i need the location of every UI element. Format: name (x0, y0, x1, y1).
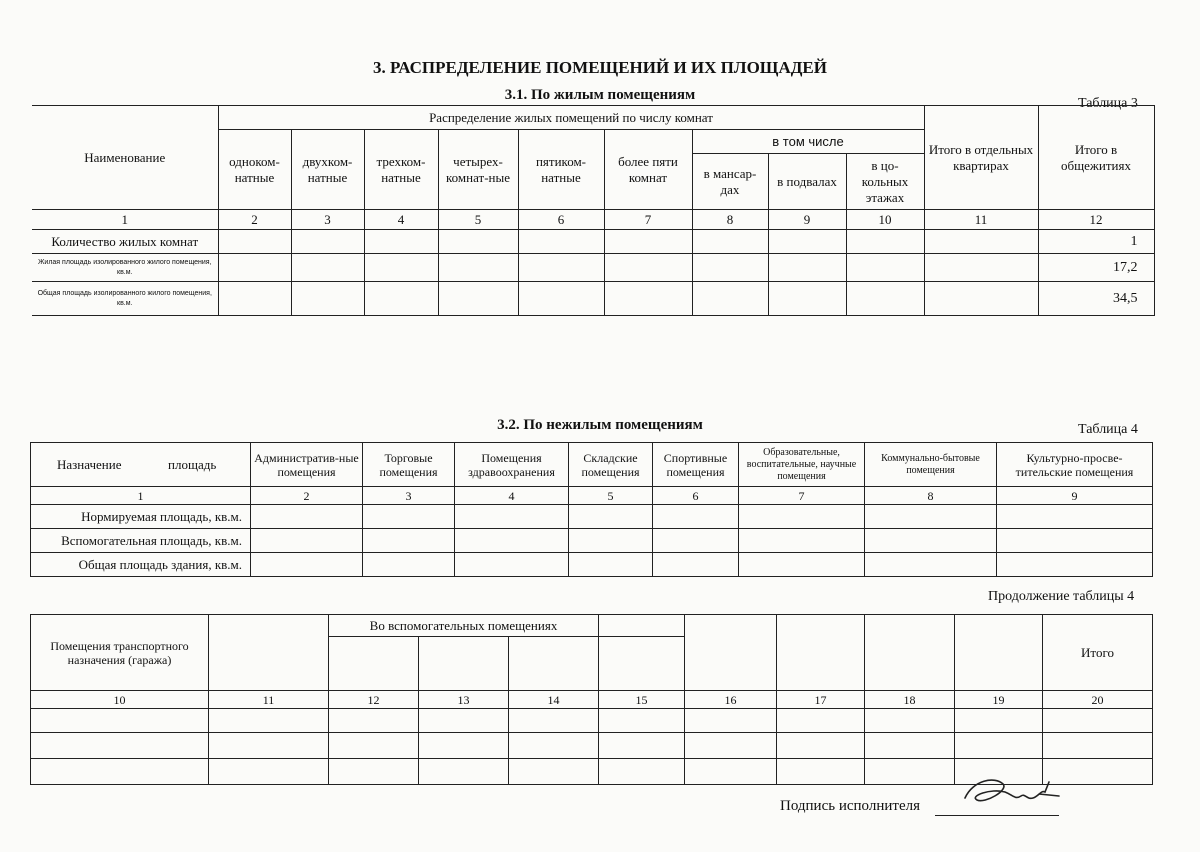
col-num: 7 (604, 210, 692, 230)
header-administrative: Административ-ные помещения (251, 443, 363, 487)
row-label: Общая площадь изолированного жилого помещения, кв.м. (32, 282, 218, 316)
header-sports: Спортивные помещения (653, 443, 739, 487)
table-row (32, 230, 1154, 254)
col-num: 11 (209, 691, 329, 709)
col-num: 1 (32, 210, 218, 230)
signature-label: Подпись исполнителя (780, 798, 920, 814)
col-num: 6 (653, 487, 739, 505)
header-name: Наименование (32, 106, 218, 210)
col-num: 5 (569, 487, 653, 505)
col-num: 4 (455, 487, 569, 505)
header-cultural: Культурно-просве-тительские помещения (997, 443, 1153, 487)
header-ground-floors: в цо-кольных этажах (846, 154, 924, 210)
cell-value: 34,5 (1038, 282, 1154, 316)
column-numbers-row (31, 691, 1153, 709)
table-row (32, 254, 1154, 282)
header-education: Образовательные, воспитательные, научные помещения (739, 443, 865, 487)
col-num: 3 (363, 487, 455, 505)
col-num: 12 (1038, 210, 1154, 230)
col-num: 4 (364, 210, 438, 230)
col-num: 8 (865, 487, 997, 505)
header-room-distribution: Распределение жилых помещений по числу комнат (218, 106, 924, 130)
header-basements: в подвалах (768, 154, 846, 210)
header-storage: Складские помещения (569, 443, 653, 487)
header-healthcare: Помещения здравоохранения (455, 443, 569, 487)
cell-value: 17,2 (1038, 254, 1154, 282)
header-more-than-five: более пяти комнат (604, 130, 692, 210)
header-total-dormitories: Итого в общежитиях (1038, 106, 1154, 210)
col-num: 10 (31, 691, 209, 709)
col-num: 8 (692, 210, 768, 230)
row-label: Вспомогательная площадь, кв.м. (31, 529, 251, 553)
header-communal: Коммунально-бытовые помещения (865, 443, 997, 487)
row-label: Нормируемая площадь, кв.м. (31, 505, 251, 529)
header-five-room: пятиком-натные (518, 130, 604, 210)
header-including: в том числе (692, 130, 924, 154)
nonresidential-table (30, 442, 1153, 577)
col-num: 3 (291, 210, 364, 230)
table-row (31, 733, 1153, 759)
continuation-label: Продолжение таблицы 4 (988, 589, 1135, 604)
header-total-apartments: Итого в отдельных квартирах (924, 106, 1038, 210)
continuation-table (30, 614, 1153, 785)
col-num: 2 (251, 487, 363, 505)
table-row (31, 529, 1153, 553)
col-num: 10 (846, 210, 924, 230)
header-two-room: двухком-натные (291, 130, 364, 210)
column-numbers-row (31, 487, 1153, 505)
header-one-room: однoком-натные (218, 130, 291, 210)
table-3-label: Таблица 3 (1078, 96, 1138, 111)
col-num: 17 (777, 691, 865, 709)
row-label: Общая площадь здания, кв.м. (31, 553, 251, 577)
row-label: Количество жилых комнат (32, 230, 218, 254)
row-label: Жилая площадь изолированного жилого помещения, кв.м. (32, 254, 218, 282)
table-4-label: Таблица 4 (1078, 422, 1138, 437)
col-num: 20 (1043, 691, 1153, 709)
cell-value: 1 (1038, 230, 1154, 254)
col-num: 9 (768, 210, 846, 230)
page-title: 3. РАСПРЕДЕЛЕНИЕ ПОМЕЩЕНИЙ И ИХ ПЛОЩАДЕЙ (372, 58, 827, 77)
column-numbers-row (32, 210, 1154, 230)
nonresidential-subtitle: 3.2. По нежилым помещениям (497, 417, 703, 433)
residential-subtitle: 3.1. По жилым помещениям (504, 87, 696, 103)
header-purpose-label: Назначение (57, 456, 122, 472)
col-num: 9 (997, 487, 1153, 505)
table-row (31, 505, 1153, 529)
table-row (32, 282, 1154, 316)
col-num: 14 (509, 691, 599, 709)
col-num: 19 (955, 691, 1043, 709)
header-attics: в мансар-дах (692, 154, 768, 210)
col-num: 16 (685, 691, 777, 709)
header-three-room: трехком-натные (364, 130, 438, 210)
col-num: 1 (31, 487, 251, 505)
header-auxiliary: Во вспомогательных помещениях (329, 615, 599, 637)
header-purpose (31, 443, 251, 487)
header-four-room: четырех-комнат-ные (438, 130, 518, 210)
header-transport: Помещения транспортного назначения (гаража) (31, 615, 209, 691)
header-total: Итого (1043, 615, 1153, 691)
table-row (31, 709, 1153, 733)
col-num: 13 (419, 691, 509, 709)
col-num: 12 (329, 691, 419, 709)
signature-mark (955, 770, 1065, 820)
table-row (31, 553, 1153, 577)
col-num: 5 (438, 210, 518, 230)
residential-table (32, 105, 1155, 316)
col-num: 11 (924, 210, 1038, 230)
col-num: 15 (599, 691, 685, 709)
col-num: 2 (218, 210, 291, 230)
col-num: 18 (865, 691, 955, 709)
header-retail: Торговые помещения (363, 443, 455, 487)
col-num: 7 (739, 487, 865, 505)
header-area-label: площадь (168, 456, 217, 472)
col-num: 6 (518, 210, 604, 230)
